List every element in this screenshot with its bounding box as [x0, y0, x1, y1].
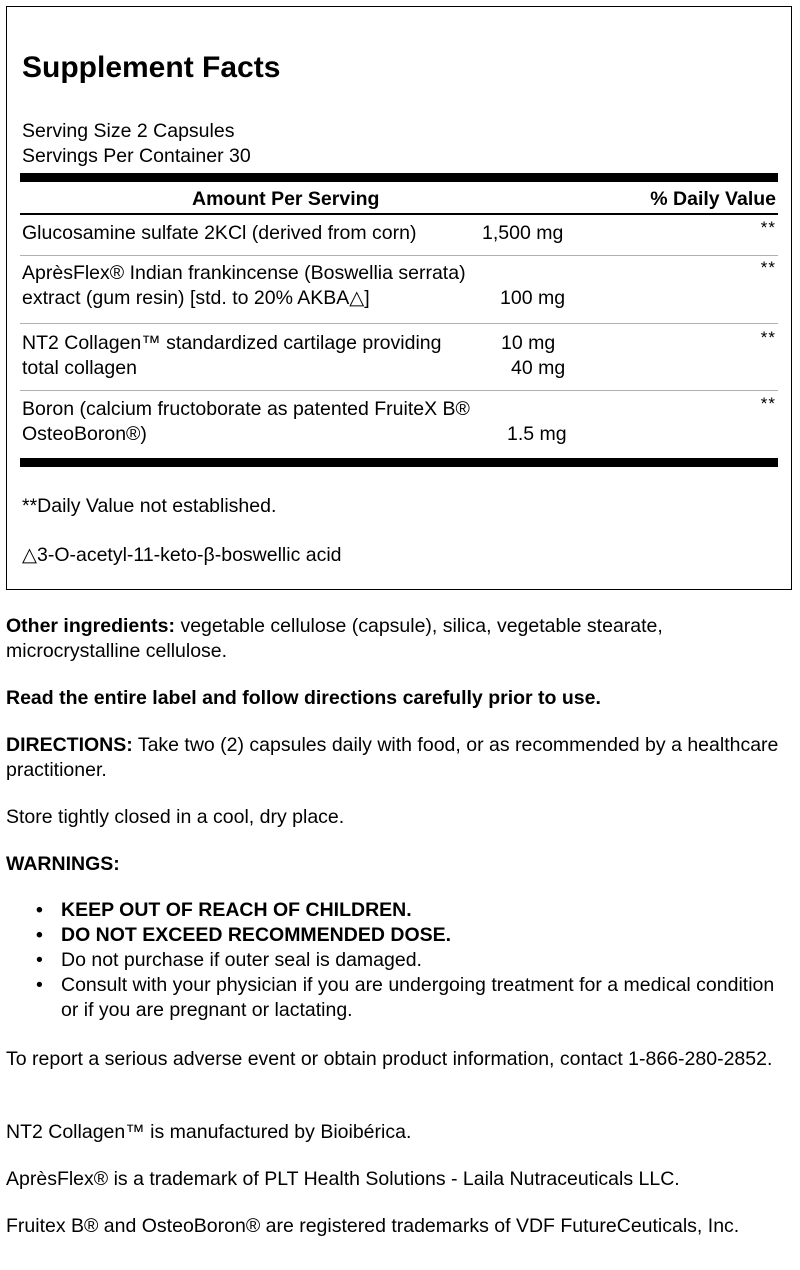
- nutrient-name: AprèsFlex® Indian frankincense (Boswellia serrata): [22, 262, 466, 284]
- header-amount-per-serving: Amount Per Serving: [192, 188, 380, 210]
- bullet-icon: •: [36, 949, 43, 971]
- adverse-event-report: To report a serious adverse event or obtain product information, contact 1-866-280-2852.: [6, 1048, 773, 1070]
- daily-value-mark: **: [760, 218, 776, 237]
- warning-text: Do not purchase if outer seal is damaged.: [61, 949, 422, 971]
- warning-text: Consult with your physician if you are undergoing treatment for a medical condition or if you are pregnant or lactating.: [61, 974, 775, 1021]
- nutrient-amount: 1,500 mg: [482, 222, 564, 244]
- nutrient-amount: 10 mg: [501, 332, 556, 354]
- row-divider: [20, 390, 778, 391]
- facts-header-row: [20, 185, 778, 215]
- read-label-notice: Read the entire label and follow directions carefully prior to use.: [6, 687, 601, 709]
- header-daily-value: % Daily Value: [650, 188, 776, 210]
- nutrient-name-line2: total collagen: [22, 357, 137, 379]
- facts-title: Supplement Facts: [22, 51, 281, 84]
- thick-divider-bottom: [20, 458, 778, 467]
- footnote-daily-value: **Daily Value not established.: [22, 495, 277, 517]
- trademark-nt2: NT2 Collagen™ is manufactured by Bioibérica.: [6, 1121, 412, 1143]
- directions-label: DIRECTIONS:: [6, 734, 133, 756]
- warning-item: [6, 898, 786, 923]
- other-ingredients: [6, 614, 786, 664]
- row-divider: [20, 255, 778, 256]
- bullet-icon: •: [36, 924, 43, 946]
- nutrient-row-apresflex: [22, 258, 776, 311]
- bullet-icon: •: [36, 974, 43, 996]
- nutrient-amount-collagen: 40 mg: [511, 357, 566, 379]
- footnote-akba: △3-O-acetyl-11-keto-β-boswellic acid: [22, 544, 342, 566]
- warnings-heading: WARNINGS:: [6, 853, 120, 875]
- warnings-list: [6, 898, 786, 1023]
- nutrient-row-nt2-collagen: [22, 328, 776, 381]
- nutrient-name-line2: OsteoBoron®): [22, 423, 147, 445]
- warning-item: [6, 948, 786, 973]
- trademark-fruitex: Fruitex B® and OsteoBoron® are registered trademarks of VDF FutureCeuticals, Inc.: [6, 1215, 740, 1237]
- daily-value-mark: **: [760, 258, 776, 277]
- thick-divider-top: [20, 173, 778, 182]
- warning-text: DO NOT EXCEED RECOMMENDED DOSE.: [61, 924, 452, 946]
- nutrient-name: NT2 Collagen™ standardized cartilage providing: [22, 332, 442, 354]
- serving-info: [22, 119, 251, 169]
- header-divider: [20, 213, 778, 215]
- trademark-apresflex: AprèsFlex® is a trademark of PLT Health Solutions - Laila Nutraceuticals LLC.: [6, 1168, 680, 1190]
- nutrient-name: Glucosamine sulfate 2KCl (derived from corn): [22, 222, 417, 244]
- daily-value-mark: **: [760, 328, 776, 347]
- directions: [6, 733, 786, 783]
- warning-item: [6, 973, 786, 1023]
- nutrient-amount: 100 mg: [500, 287, 566, 309]
- other-ingredients-label: Other ingredients:: [6, 615, 176, 637]
- nutrient-row-glucosamine: [22, 218, 776, 246]
- nutrient-name-line2: extract (gum resin) [std. to 20% AKBA△]: [22, 287, 370, 309]
- warning-item: [6, 923, 786, 948]
- daily-value-mark: **: [760, 394, 776, 413]
- nutrient-row-boron: [22, 394, 776, 447]
- bullet-icon: •: [36, 899, 43, 921]
- servings-per-container: Servings Per Container 30: [22, 145, 251, 167]
- nutrient-amount: 1.5 mg: [507, 423, 567, 445]
- storage-instructions: Store tightly closed in a cool, dry place.: [6, 806, 345, 828]
- warning-text: KEEP OUT OF REACH OF CHILDREN.: [61, 899, 412, 921]
- row-divider: [20, 323, 778, 324]
- nutrient-name: Boron (calcium fructoborate as patented FruiteX B®: [22, 398, 470, 420]
- directions-text: Take two (2) capsules daily with food, or as recommended by a healthcare practitioner.: [6, 734, 779, 781]
- supplement-facts-panel: [6, 6, 792, 590]
- serving-size: Serving Size 2 Capsules: [22, 120, 235, 142]
- other-ingredients-text: vegetable cellulose (capsule), silica, vegetable stearate, microcrystalline cellulose.: [6, 615, 663, 662]
